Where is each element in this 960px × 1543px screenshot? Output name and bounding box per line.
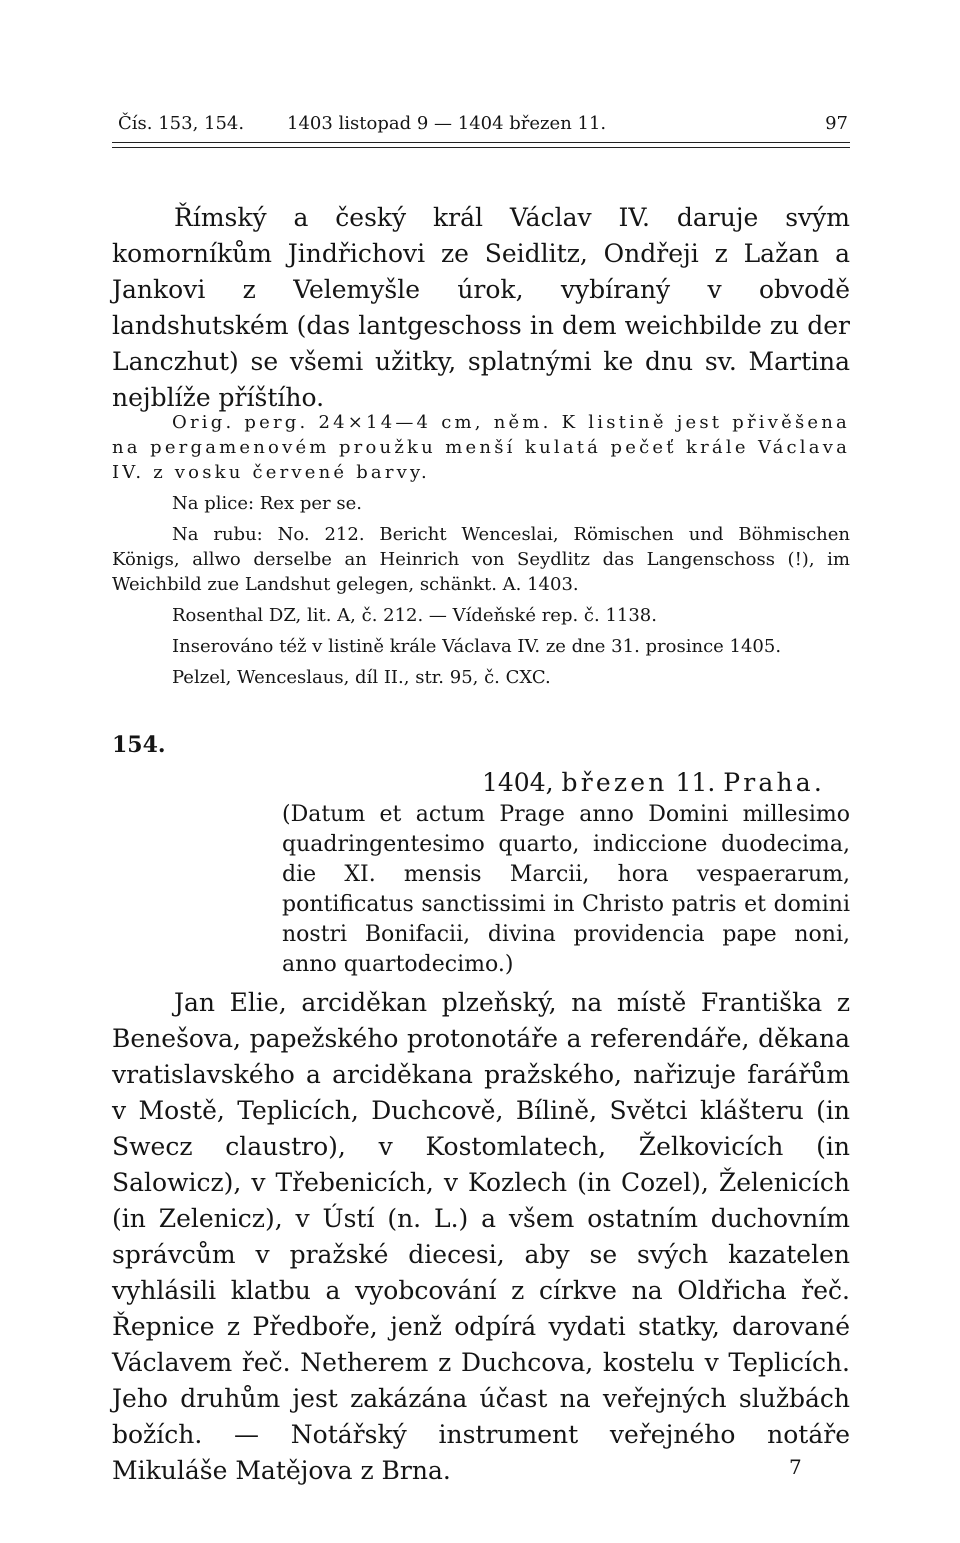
header-rule-top [112, 142, 850, 143]
header-rule-bottom [112, 147, 850, 148]
doc153-apparatus [112, 410, 850, 690]
running-header [112, 112, 852, 136]
doc154-date-month: březen [561, 768, 668, 797]
doc153-orig-description: Orig. perg. 24×14—4 cm, něm. K listině jest přivěšena na pergamenovém proužku menší kulatá pečeť krále Václava IV. z vosku červené barvy. [112, 412, 850, 483]
doc154-number: 154. [112, 732, 166, 758]
signature-mark: 7 [789, 1455, 802, 1479]
doc153-note-dorsal: Na rubu: No. 212. Bericht Wenceslai, Römischen und Böhmischen Königs, allwo derselbe an Heinrich von Seydlitz das Langenschoss (!), im Weichbild zue Landshut gelegen, schänkt. A. 1403. [112, 524, 850, 595]
doc153-note-archive: Rosenthal DZ, lit. A, č. 212. — Vídeňské rep. č. 1138. [172, 605, 657, 626]
doc154-regest: Jan Elie, arciděkan plzeňský, na místě Františka z Benešova, papežského protonotáře a referendáře, děkana vratislavského a arciděkana pražského, nařizuje farářům v Mostě, Teplicích, Duchcově, Bílině, Světci klášteru (in Swecz claustro), v Kostomlatech, Želkovicích (in Salowicz), v Třebenicích, v Kozlech (in Cozel), Želenicích (in Zelenicz), v Ústí (n. L.) a všem ostatním duchovním správcům v pražské diecesi, aby se svých kazatelen vyhlásili klatbu a vyobcování z církve na Oldřicha řeč. Řepnice z Předboře, jenž odpírá vydati statky, darované Václavem řeč. Netherem z Duchcova, kostelu v Teplicích. Jeho druhům jest zakázána účast na veřejných službách božích. — Notářský instrument veřejného notáře Mikuláše Matějova z Brna. [112, 988, 850, 1485]
doc154-date-year: 1404, [482, 768, 554, 797]
header-date-range: 1403 listopad 9 — 1404 březen 11. [287, 113, 607, 134]
doc153-note-plica: Na plice: Rex per se. [172, 493, 362, 514]
doc153-regest: Římský a český král Václav IV. daruje svým komorníkům Jindřichovi ze Seidlitz, Ondřeji z Lažan a Jankovi z Velemyšle úrok, vybíraný v obvodě landshutském (das lantgeschoss in dem weichbilde zu der Lanczhut) se všemi užitky, splatnými ke dnu sv. Martina nejblíže příštího. [112, 203, 850, 412]
header-document-numbers: Čís. 153, 154. [118, 113, 245, 134]
page-number: 97 [825, 113, 848, 134]
doc154-date-day: 11. [675, 768, 716, 797]
doc154-date-line [482, 768, 825, 797]
doc154-datum-clause: (Datum et actum Prage anno Domini millesimo quadringentesimo quarto, indiccione duodecima, die XI. mensis Marcii, hora vespaerarum, pontificatus sanctissimi in Christo patris et domini nostri Bonifacii, divina providencia pape noni, anno quartodecimo.) [282, 802, 850, 977]
doc154-date-place: Praha. [723, 768, 826, 797]
doc153-note-literature: Pelzel, Wenceslaus, díl II., str. 95, č. CXC. [172, 667, 551, 688]
doc153-note-insert: Inserováno též v listině krále Václava IV. ze dne 31. prosince 1405. [172, 636, 782, 657]
